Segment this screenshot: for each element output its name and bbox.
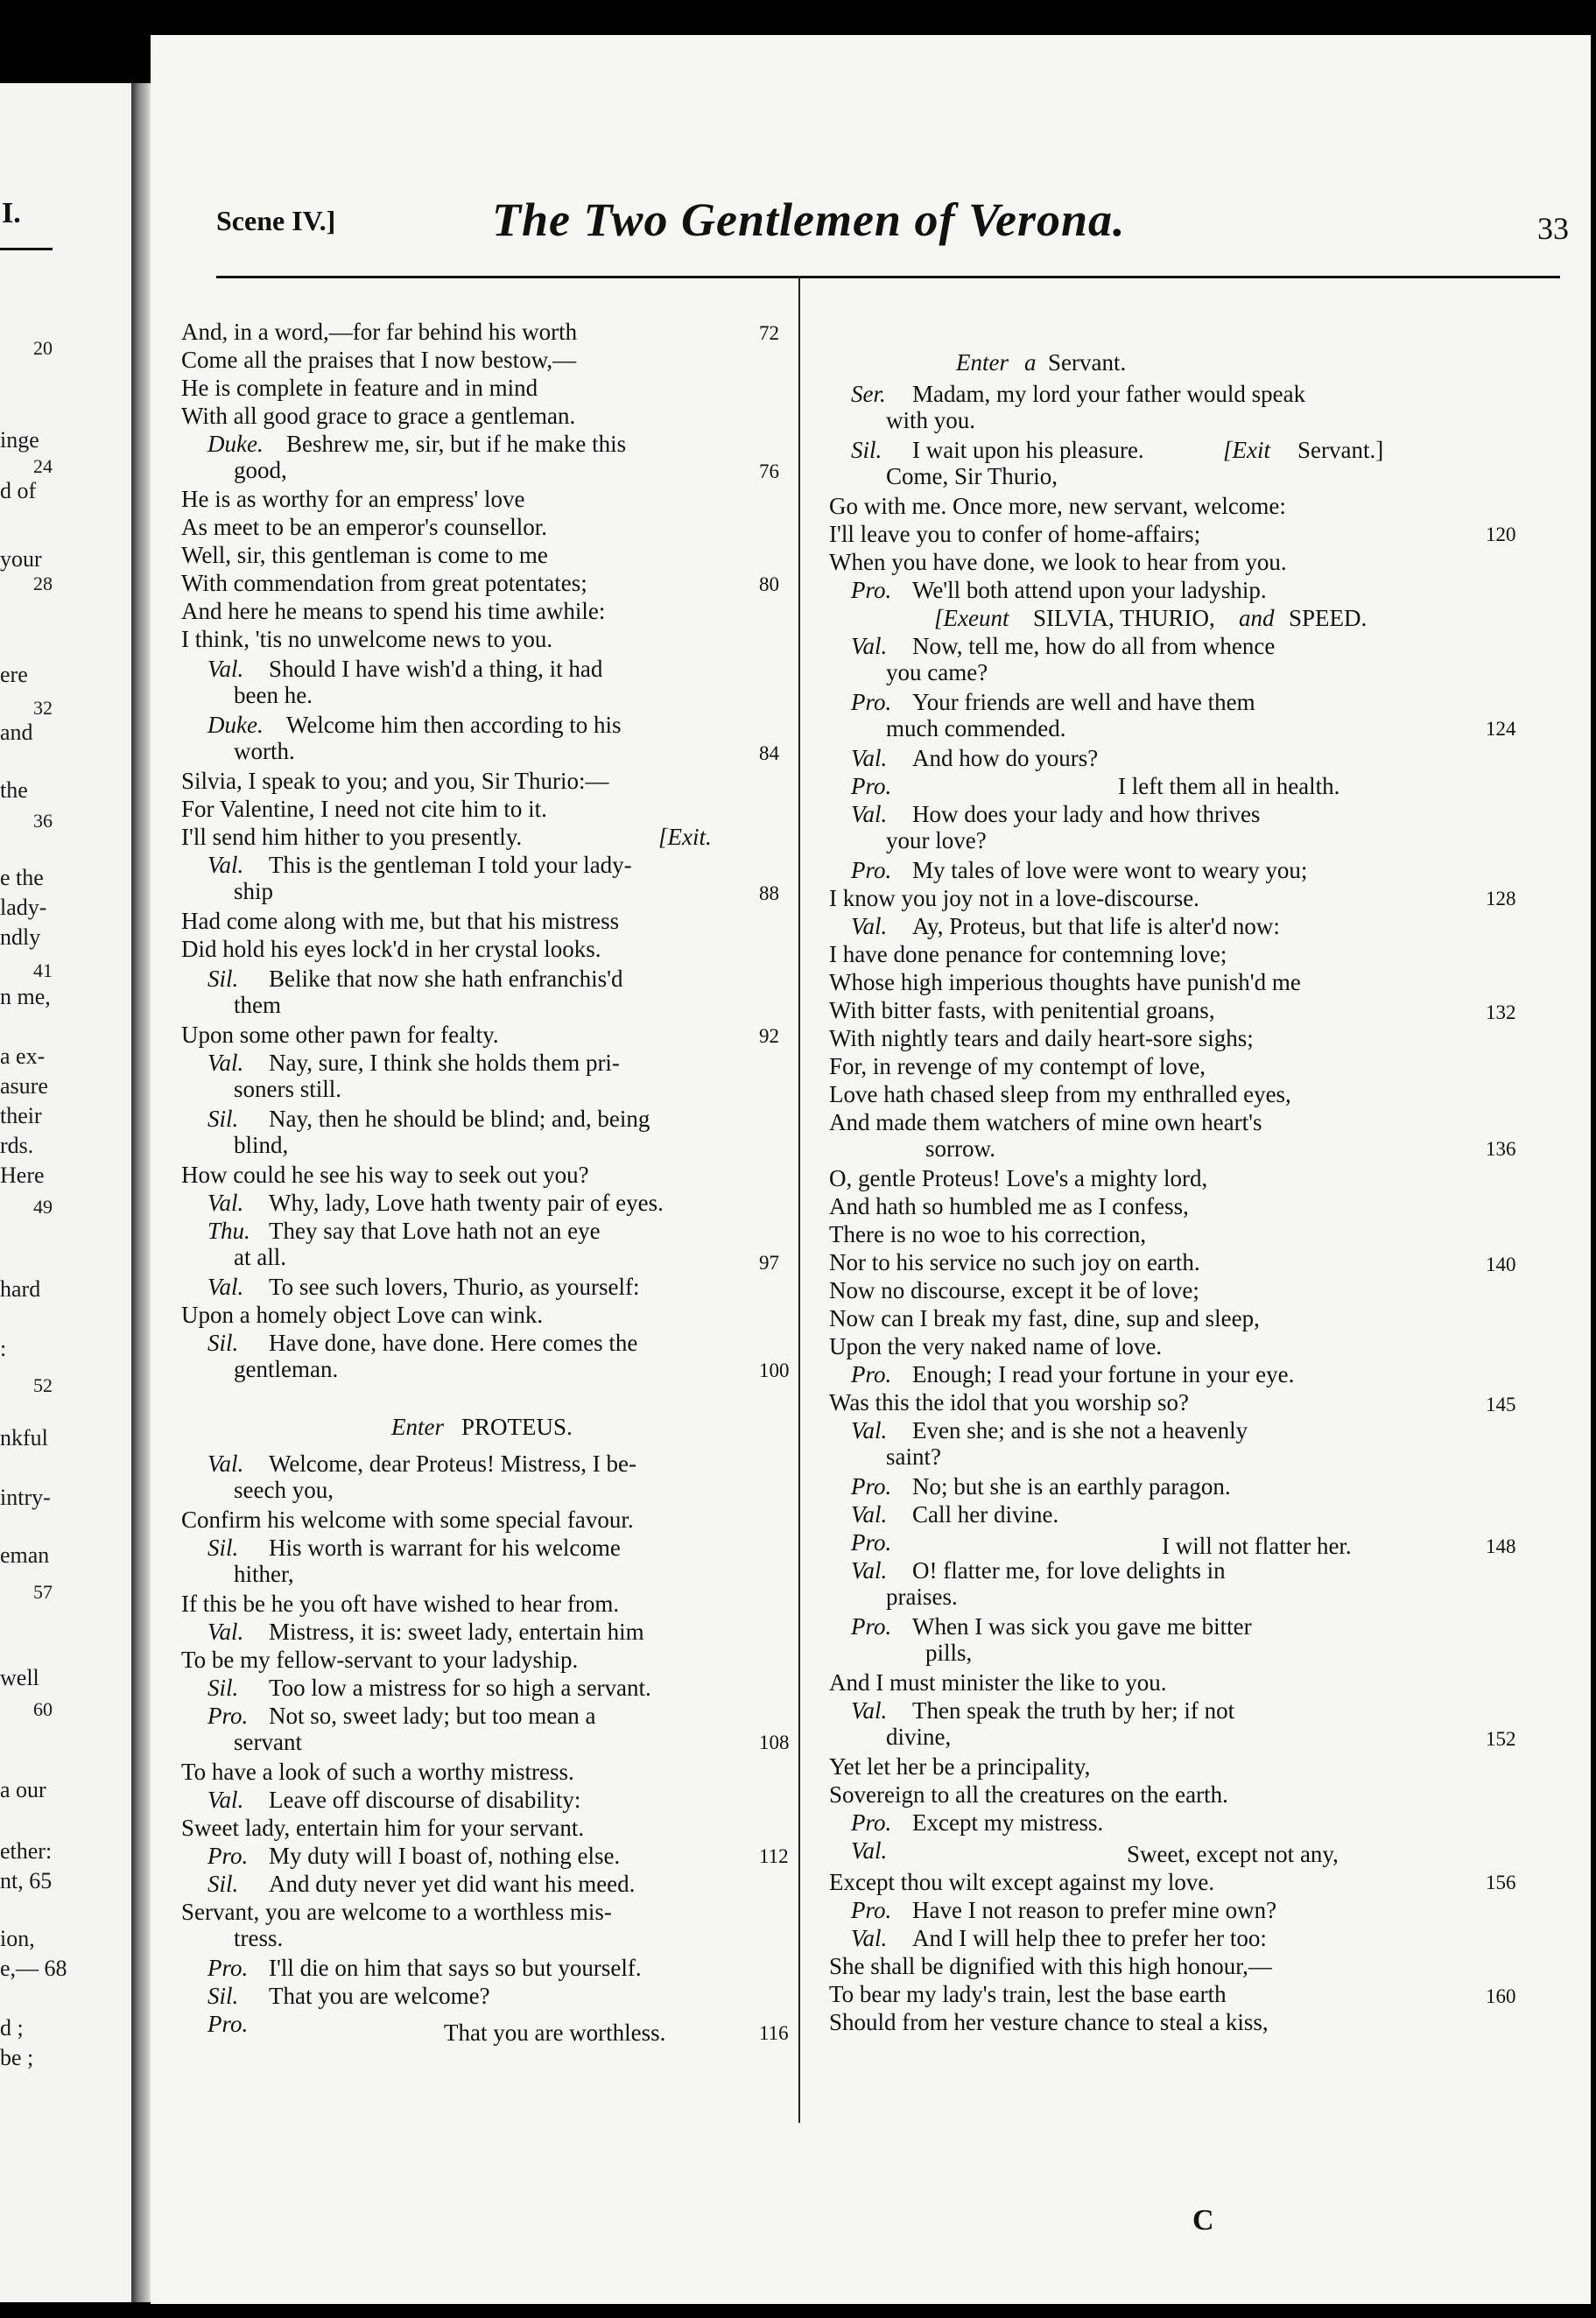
verse-line: There is no woe to his correction, xyxy=(829,1221,1147,1247)
speaker-label: Sil. xyxy=(207,1871,239,1897)
verse-line: Servant.] xyxy=(1297,437,1384,463)
verse-line: I have done penance for contemning love; xyxy=(829,941,1227,967)
verse-line: Should from her vesture chance to steal a kiss, xyxy=(829,2009,1269,2035)
verse-line: sorrow. xyxy=(925,1135,995,1162)
verse-line: Not so, sweet lady; but too mean a xyxy=(269,1703,596,1729)
verse-line: Nor to his service no such joy on earth. xyxy=(829,1249,1200,1275)
verse-line: gentleman. xyxy=(234,1356,339,1382)
line-number: 124 xyxy=(1486,718,1516,740)
left-page-fragment: ether: xyxy=(0,1838,53,1864)
verse-line: That you are worthless. xyxy=(444,2019,666,2046)
verse-line: Have done, have done. Here comes the xyxy=(269,1330,638,1356)
left-page-fragment: d ; xyxy=(0,2015,24,2041)
verse-line: Except thou wilt except against my love. xyxy=(829,1869,1215,1895)
verse-line: praises. xyxy=(886,1584,958,1610)
verse-line: divine, xyxy=(886,1724,952,1750)
speaker-label: and xyxy=(1239,605,1275,631)
verse-line: We'll both attend upon your ladyship. xyxy=(912,577,1267,603)
verse-line: To bear my lady's train, lest the base earth xyxy=(829,1981,1227,2007)
speaker-label: Pro. xyxy=(851,1613,892,1640)
left-page-fragment: ion, xyxy=(0,1926,35,1951)
left-line-number: 36 xyxy=(33,810,53,832)
left-page-fragment: a ex- xyxy=(0,1043,46,1069)
speaker-label: Val. xyxy=(851,1697,888,1724)
verse-line: My tales of love were wont to weary you; xyxy=(912,857,1308,883)
verse-line: Well, sir, this gentleman is come to me xyxy=(181,542,548,568)
speaker-label: Val. xyxy=(851,1417,888,1443)
speaker-label: Pro. xyxy=(207,1843,249,1869)
speaker-label: Ser. xyxy=(851,381,886,407)
left-page-fragment: intry- xyxy=(0,1485,51,1510)
left-line-number: 41 xyxy=(33,959,53,981)
verse-line: Sovereign to all the creatures on the earth. xyxy=(829,1781,1228,1808)
speaker-label: Pro. xyxy=(851,577,892,603)
verse-line: To have a look of such a worthy mistress. xyxy=(181,1759,574,1785)
line-number: 160 xyxy=(1486,1985,1516,2007)
verse-line: He is complete in feature and in mind xyxy=(181,375,538,401)
verse-line: With all good grace to grace a gentleman. xyxy=(181,403,576,429)
line-number: 145 xyxy=(1486,1394,1516,1415)
verse-line: Sweet, except not any, xyxy=(1127,1841,1339,1867)
verse-line: And how do yours? xyxy=(912,745,1099,771)
verse-line: Welcome, dear Proteus! Mistress, I be- xyxy=(269,1451,636,1477)
verse-line: When I was sick you gave me bitter xyxy=(912,1613,1252,1640)
line-number: 108 xyxy=(759,1731,790,1753)
speaker-label: Val. xyxy=(851,1501,888,1528)
speaker-label: Pro. xyxy=(851,1897,892,1923)
speaker-label: [Exit. xyxy=(658,824,712,850)
verse-line: good, xyxy=(234,457,287,483)
play-title: The Two Gentlemen of Verona. xyxy=(492,193,1126,246)
left-page-fragment: and xyxy=(0,720,33,745)
verse-line: Love hath chased sleep from my enthralled eyes, xyxy=(829,1081,1291,1107)
speaker-label: Duke. xyxy=(207,431,264,457)
line-number: 136 xyxy=(1486,1138,1516,1160)
verse-line: blind, xyxy=(234,1132,289,1158)
verse-line: O! flatter me, for love delights in xyxy=(912,1557,1226,1584)
speaker-label: Val. xyxy=(851,1925,888,1951)
left-line-number: 57 xyxy=(33,1581,53,1603)
verse-line: My duty will I boast of, nothing else. xyxy=(269,1843,621,1869)
verse-line: Silvia, I speak to you; and you, Sir Thurio:— xyxy=(181,768,609,794)
speaker-label: [Exit xyxy=(1223,437,1270,463)
left-page-fragment: lady- xyxy=(0,895,47,920)
verse-line: Beshrew me, sir, but if he make this xyxy=(286,431,627,457)
line-number: 112 xyxy=(759,1845,789,1867)
verse-line: Except my mistress. xyxy=(912,1809,1104,1836)
verse-line: Upon a homely object Love can wink. xyxy=(181,1302,544,1328)
speaker-label: Pro. xyxy=(851,1529,892,1556)
verse-line: She shall be dignified with this high honour,— xyxy=(829,1953,1272,1979)
line-number: 120 xyxy=(1486,523,1516,545)
speaker-label: Val. xyxy=(851,633,888,659)
speaker-label: Val. xyxy=(207,1619,244,1645)
speaker-label: a xyxy=(1024,349,1037,376)
speaker-label: Val. xyxy=(851,745,888,771)
speaker-label: [Exeunt xyxy=(934,605,1009,631)
verse-line: I think, 'tis no unwelcome news to you. xyxy=(181,626,553,652)
verse-line: Had come along with me, but that his mistress xyxy=(181,908,620,934)
line-number: 97 xyxy=(759,1252,779,1274)
verse-line: PROTEUS. xyxy=(461,1414,573,1440)
speaker-label: Val. xyxy=(851,913,888,939)
verse-line: And I will help thee to prefer her too: xyxy=(912,1925,1267,1951)
verse-line: Enough; I read your fortune in your eye. xyxy=(912,1361,1295,1387)
speaker-label: Val. xyxy=(207,1274,244,1300)
left-page-fragment: e,— 68 xyxy=(0,1956,67,1981)
left-page-fragment: : xyxy=(0,1336,7,1361)
verse-line: This is the gentleman I told your lady- xyxy=(269,852,632,878)
speaker-label: Val. xyxy=(207,1787,244,1813)
left-page-fragment: rds. xyxy=(0,1133,34,1158)
line-number: 116 xyxy=(759,2022,789,2044)
speaker-label: Enter xyxy=(956,349,1009,376)
verse-line: ship xyxy=(234,878,274,904)
verse-line: pills, xyxy=(925,1640,973,1666)
verse-line: Welcome him then according to his xyxy=(286,712,622,738)
speaker-label: Sil. xyxy=(207,1106,239,1132)
verse-line: Madam, my lord your father would speak xyxy=(912,381,1306,407)
verse-line: Whose high imperious thoughts have punish'd me xyxy=(829,969,1301,995)
left-line-number: 24 xyxy=(33,455,53,477)
right-page xyxy=(151,35,1591,2304)
left-page-rule xyxy=(0,248,53,250)
speaker-label: Pro. xyxy=(851,1809,892,1836)
verse-line: And I must minister the like to you. xyxy=(829,1669,1167,1696)
left-page-fragment: nkful xyxy=(0,1425,48,1451)
verse-line: much commended. xyxy=(886,715,1066,741)
verse-line: Why, lady, Love hath twenty pair of eyes. xyxy=(269,1190,664,1216)
left-page-fragment: your xyxy=(0,546,42,572)
verse-line: Belike that now she hath enfranchis'd xyxy=(269,966,623,992)
verse-line: For, in revenge of my contempt of love, xyxy=(829,1053,1206,1079)
verse-line: And here he means to spend his time awhile: xyxy=(181,598,606,624)
verse-line: Should I have wish'd a thing, it had xyxy=(269,656,603,682)
verse-line: His worth is warrant for his welcome xyxy=(269,1535,621,1561)
speaker-label: Pro. xyxy=(851,1361,892,1387)
speaker-label: Thu. xyxy=(207,1218,250,1244)
verse-line: He is as worthy for an empress' love xyxy=(181,486,525,512)
verse-line: SILVIA, THURIO, xyxy=(1033,605,1215,631)
verse-line: As meet to be an emperor's counsellor. xyxy=(181,514,547,540)
verse-line: Nay, then he should be blind; and, being xyxy=(269,1106,650,1132)
verse-line: I will not flatter her. xyxy=(1162,1533,1352,1559)
left-page-fragment: ere xyxy=(0,662,28,687)
line-number: 148 xyxy=(1486,1535,1516,1557)
speaker-label: Sil. xyxy=(851,437,882,463)
verse-line: worth. xyxy=(234,738,295,764)
verse-line: I wait upon his pleasure. xyxy=(912,437,1144,463)
left-page-head: I. xyxy=(2,197,21,229)
left-page-fragment: inge xyxy=(0,427,39,453)
verse-line: How could he see his way to seek out you? xyxy=(181,1162,589,1188)
speaker-label: Pro. xyxy=(851,857,892,883)
verse-line: you came? xyxy=(886,659,988,685)
speaker-label: Sil. xyxy=(207,1535,239,1561)
line-number: 128 xyxy=(1486,888,1516,910)
verse-line: They say that Love hath not an eye xyxy=(269,1218,601,1244)
verse-line: I'll die on him that says so but yourself. xyxy=(269,1955,642,1981)
left-page-fragment: d of xyxy=(0,478,37,503)
verse-line: And hath so humbled me as I confess, xyxy=(829,1193,1189,1219)
verse-line: Nay, sure, I think she holds them pri- xyxy=(269,1050,620,1076)
speaker-label: Sil. xyxy=(207,966,239,992)
verse-line: I know you joy not in a love-discourse. xyxy=(829,885,1199,911)
verse-line: Now can I break my fast, dine, sup and sleep, xyxy=(829,1305,1260,1331)
verse-line: Call her divine. xyxy=(912,1501,1059,1528)
left-line-number: 20 xyxy=(33,337,53,359)
speaker-label: Duke. xyxy=(207,712,264,738)
verse-line: SPEED. xyxy=(1289,605,1367,631)
verse-line: Mistress, it is: sweet lady, entertain him xyxy=(269,1619,644,1645)
left-page-fragment: well xyxy=(0,1665,39,1690)
line-number: 72 xyxy=(759,322,779,344)
left-page-fragment: be ; xyxy=(0,2045,34,2070)
verse-line: Leave off discourse of disability: xyxy=(269,1787,581,1813)
verse-line: Yet let her be a principality, xyxy=(829,1753,1091,1780)
verse-line: Was this the idol that you worship so? xyxy=(829,1389,1190,1415)
verse-line: Go with me. Once more, new servant, welcome: xyxy=(829,493,1286,519)
verse-line: Then speak the truth by her; if not xyxy=(912,1697,1235,1724)
verse-line: Now no discourse, except it be of love; xyxy=(829,1277,1199,1303)
verse-line: tress. xyxy=(234,1925,284,1951)
speaker-label: Enter xyxy=(391,1414,444,1440)
left-page-fragment: hard xyxy=(0,1276,41,1302)
speaker-label: Pro. xyxy=(207,1703,249,1729)
left-page-fragment: e the xyxy=(0,865,44,890)
verse-line: With bitter fasts, with penitential groans, xyxy=(829,997,1215,1023)
verse-line: Upon some other pawn for fealty. xyxy=(181,1022,499,1048)
speaker-label: Sil. xyxy=(207,1330,239,1356)
verse-line: Even she; and is she not a heavenly xyxy=(912,1417,1248,1443)
line-number: 88 xyxy=(759,882,779,904)
verse-line: Upon the very naked name of love. xyxy=(829,1333,1163,1359)
verse-line: I'll leave you to confer of home-affairs; xyxy=(829,521,1201,547)
verse-line: And made them watchers of mine own heart's xyxy=(829,1109,1262,1135)
left-line-number: 28 xyxy=(33,572,53,594)
scene-label: Scene IV.] xyxy=(216,205,336,236)
speaker-label: Val. xyxy=(851,1557,888,1584)
speaker-label: Pro. xyxy=(851,689,892,715)
left-page-fragment: asure xyxy=(0,1073,48,1099)
speaker-label: Val. xyxy=(207,1451,244,1477)
left-page-fragment: their xyxy=(0,1103,42,1128)
verse-line: And duty never yet did want his meed. xyxy=(269,1871,636,1897)
line-number: 100 xyxy=(759,1359,790,1381)
verse-line: hither, xyxy=(234,1561,294,1587)
verse-line: Servant, you are welcome to a worthless mis- xyxy=(181,1899,612,1925)
verse-line: them xyxy=(234,992,281,1018)
line-number: 92 xyxy=(759,1025,779,1047)
verse-line: With commendation from great potentates; xyxy=(181,570,587,596)
speaker-label: Sil. xyxy=(207,1675,239,1701)
verse-line: Servant. xyxy=(1048,349,1127,376)
left-page-fragment: ndly xyxy=(0,924,41,950)
verse-line: saint? xyxy=(886,1443,941,1470)
left-page-fragment: Here xyxy=(0,1163,45,1188)
verse-line: No; but she is an earthly paragon. xyxy=(912,1473,1231,1500)
verse-line: Too low a mistress for so high a servant. xyxy=(269,1675,651,1701)
line-number: 76 xyxy=(759,460,779,482)
left-page-fragment: eman xyxy=(0,1542,50,1568)
verse-line: I'll send him hither to you presently. xyxy=(181,824,523,850)
speaker-label: Val. xyxy=(207,1050,244,1076)
verse-line: seech you, xyxy=(234,1477,334,1503)
left-line-number: 32 xyxy=(33,697,53,719)
speaker-label: Pro. xyxy=(851,1473,892,1500)
speaker-label: Pro. xyxy=(207,1955,249,1981)
verse-line: I left them all in health. xyxy=(1118,773,1340,799)
verse-line: To see such lovers, Thurio, as yourself: xyxy=(269,1274,640,1300)
verse-line: Come, Sir Thurio, xyxy=(886,463,1058,489)
running-head xyxy=(216,193,1569,263)
left-line-number: 52 xyxy=(33,1374,53,1396)
verse-line: When you have done, we look to hear from you. xyxy=(829,549,1287,575)
verse-line: Sweet lady, entertain him for your servant. xyxy=(181,1815,585,1841)
verse-line: your love? xyxy=(886,827,987,853)
verse-line: Come all the praises that I now bestow,— xyxy=(181,347,577,373)
page-number: 33 xyxy=(1537,211,1569,246)
left-line-number: 49 xyxy=(33,1196,53,1218)
speaker-label: Pro. xyxy=(851,773,892,799)
speaker-label: Sil. xyxy=(207,1983,239,2009)
left-text-column xyxy=(181,278,798,2160)
speaker-label: Pro. xyxy=(207,2011,249,2037)
verse-line: soners still. xyxy=(234,1076,342,1102)
verse-line: And, in a word,—for far behind his worth xyxy=(181,319,578,345)
verse-line: servant xyxy=(234,1729,302,1755)
column-rule xyxy=(798,276,800,2123)
verse-line: With nightly tears and daily heart-sore sighs; xyxy=(829,1025,1254,1051)
verse-line: Confirm his welcome with some special favour. xyxy=(181,1507,634,1533)
verse-line: Your friends are well and have them xyxy=(912,689,1255,715)
left-line-number: 60 xyxy=(33,1698,53,1720)
speaker-label: Val. xyxy=(207,1190,244,1216)
verse-line: with you. xyxy=(886,407,976,433)
verse-line: Now, tell me, how do all from whence xyxy=(912,633,1276,659)
left-page-fragment: a our xyxy=(0,1777,46,1802)
signature-mark: C xyxy=(1192,2204,1214,2237)
verse-line: Ay, Proteus, but that life is alter'd now: xyxy=(912,913,1280,939)
left-page xyxy=(0,83,131,2302)
verse-line: To be my fellow-servant to your ladyship. xyxy=(181,1647,579,1673)
verse-line: Did hold his eyes lock'd in her crystal looks. xyxy=(181,936,601,962)
line-number: 140 xyxy=(1486,1254,1516,1275)
right-text-column xyxy=(812,278,1551,2160)
left-page-fragment: n me, xyxy=(0,984,51,1009)
verse-line: at all. xyxy=(234,1244,286,1270)
speaker-label: Val. xyxy=(207,852,244,878)
speaker-label: Val. xyxy=(851,801,888,827)
verse-line: been he. xyxy=(234,682,313,708)
verse-line: Have I not reason to prefer mine own? xyxy=(912,1897,1277,1923)
left-page-fragment: nt, 65 xyxy=(0,1868,53,1893)
book-gutter xyxy=(131,83,151,2302)
verse-line: That you are welcome? xyxy=(269,1983,490,2009)
verse-line: If this be he you oft have wished to hear from. xyxy=(181,1591,620,1617)
verse-line: For Valentine, I need not cite him to it. xyxy=(181,796,547,822)
left-page-fragment: the xyxy=(0,777,28,803)
line-number: 80 xyxy=(759,573,779,595)
verse-line: O, gentle Proteus! Love's a mighty lord, xyxy=(829,1165,1208,1191)
line-number: 84 xyxy=(759,742,779,764)
line-number: 152 xyxy=(1486,1728,1516,1750)
line-number: 156 xyxy=(1486,1872,1516,1893)
verse-line: How does your lady and how thrives xyxy=(912,801,1261,827)
line-number: 132 xyxy=(1486,1001,1516,1023)
speaker-label: Val. xyxy=(207,656,244,682)
speaker-label: Val. xyxy=(851,1837,888,1864)
